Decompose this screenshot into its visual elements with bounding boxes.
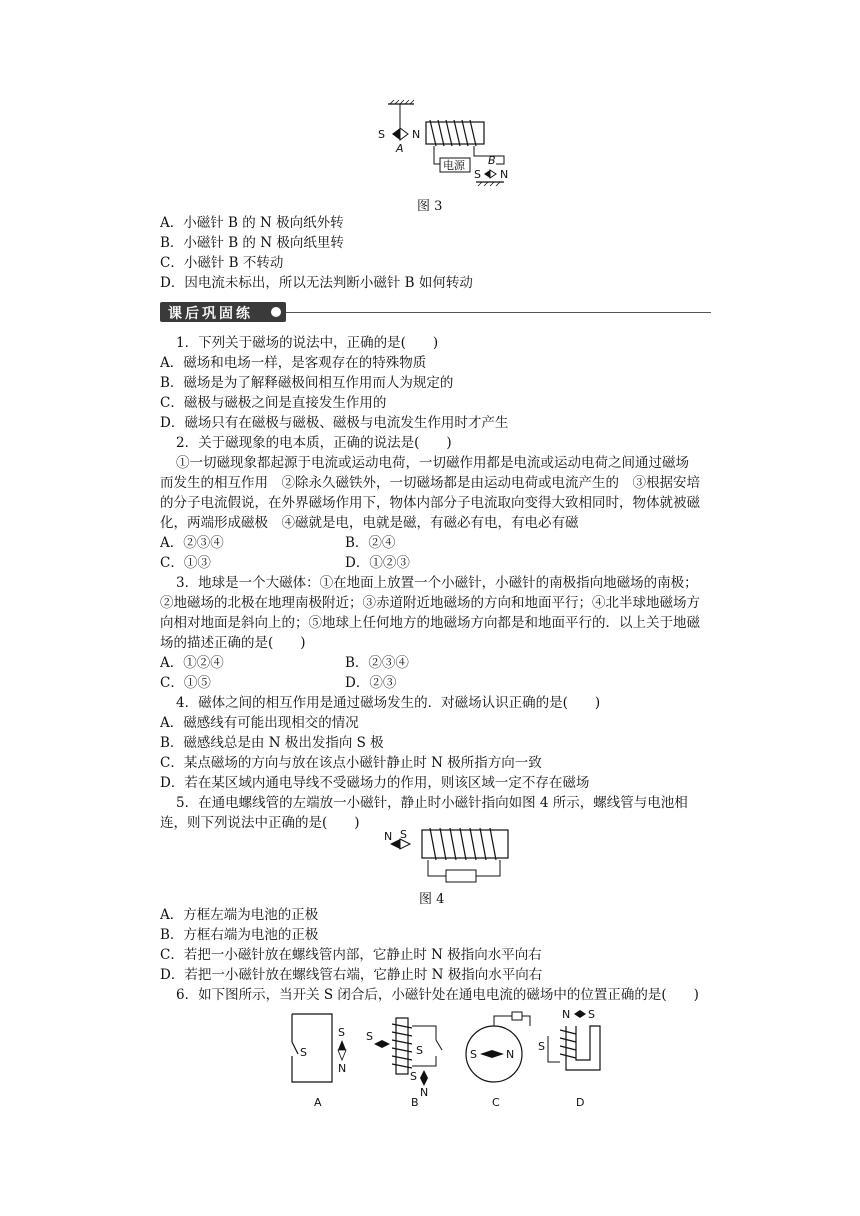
fig4-s-label: S <box>400 828 407 841</box>
q6-panel-a <box>292 1014 346 1109</box>
q3-line-2: ②地磁场的北极在地理南极附近；③赤道附近地磁场的方向和地面平行；④北半球地磁场方 <box>160 595 700 611</box>
section-header <box>160 302 286 322</box>
figure-3-diagram <box>370 100 520 190</box>
q2-option-b: B．②④ <box>345 535 396 551</box>
q6-figure-panels <box>280 1006 620 1116</box>
figure-4-diagram <box>380 826 540 886</box>
q6-label-c: C <box>492 1096 500 1109</box>
q6b-needle2-n: N <box>420 1086 429 1099</box>
section-divider <box>286 312 711 313</box>
prev-option-a: A．小磁针 B 的 N 极向纸外转 <box>160 215 344 231</box>
prev-option-d: D．因电流未标出，所以无法判断小磁针 B 如何转动 <box>160 275 473 291</box>
q6d-needle-s: S <box>588 1008 595 1021</box>
q6-label-d: D <box>576 1096 585 1109</box>
prev-option-c: C．小磁针 B 不转动 <box>160 255 284 271</box>
q2-option-a: A．②③④ <box>160 535 224 551</box>
q6b-switch-label: S <box>416 1044 423 1057</box>
q1-option-a: A．磁场和电场一样，是客观存在的特殊物质 <box>160 355 427 371</box>
q2-option-c: C．①③ <box>160 555 211 571</box>
figure-4-caption: 图 4 <box>419 892 445 907</box>
q5-option-a: A．方框左端为电池的正极 <box>160 907 319 923</box>
fig3-power-label: 电源 <box>443 159 465 172</box>
q1-stem: 1．下列关于磁场的说法中，正确的是( ) <box>176 335 439 351</box>
q6d-switch-label: S <box>538 1040 545 1053</box>
q3-line-1: 3．地球是一个大磁体：①在地面上放置一个小磁针，小磁针的南极指向地磁场的南极； <box>176 575 698 591</box>
fig3-needle-b-n-label: N <box>500 168 509 181</box>
q4-stem: 4．磁体之间的相互作用是通过磁场发生的．对磁场认识正确的是( ) <box>176 695 601 711</box>
q5-line-2: 连，则下列说法中正确的是( ) <box>160 815 360 831</box>
q6b-needle2-s: S <box>410 1070 417 1083</box>
section-bullet-icon <box>270 306 282 318</box>
q4-option-a: A．磁感线有可能出现相交的情况 <box>160 715 359 731</box>
q1-option-c: C．磁极与磁极之间是直接发生作用的 <box>160 395 387 411</box>
q2-line-4: 化，两端形成磁极 ④磁就是电，电就是磁，有磁必有电，有电必有磁 <box>160 515 579 531</box>
q4-option-d: D．若在某区域内通电导线不受磁场力的作用，则该区域一定不存在磁场 <box>160 775 590 791</box>
q2-option-d: D．①②③ <box>345 555 410 571</box>
q4-option-c: C．某点磁场的方向与放在该点小磁针静止时 N 极所指方向一致 <box>160 755 542 771</box>
q6-panel-c <box>466 1012 530 1109</box>
q6a-switch-label: S <box>300 1046 307 1059</box>
q4-option-b: B．磁感线总是由 N 极出发指向 S 极 <box>160 735 384 751</box>
q2-line-3: 的分子电流假说，在外界磁场作用下，物体内部分子电流取向变得大致相同时，物体就被磁 <box>160 495 700 511</box>
q6a-needle-s: S <box>338 1026 345 1039</box>
q6a-needle-n: N <box>338 1062 347 1075</box>
q2-line-2: 而发生的相互作用 ②除永久磁铁外，一切磁场都是由运动电荷或电流产生的 ③根据安培 <box>160 475 700 491</box>
fig3-needle-a-n-label: N <box>412 128 421 141</box>
q6-panel-b <box>366 1018 442 1109</box>
q3-option-b: B．②③④ <box>345 655 409 671</box>
q5-line-1: 5．在通电螺线管的左端放一小磁针，静止时小磁针指向如图 4 所示，螺线管与电池相 <box>176 795 688 811</box>
prev-option-b: B．小磁针 B 的 N 极向纸里转 <box>160 235 344 251</box>
q3-line-4: 场的描述正确的是( ) <box>160 635 306 651</box>
q6c-needle-n: N <box>506 1048 515 1061</box>
q6-stem: 6．如下图所示，当开关 S 闭合后，小磁针处在通电电流的磁场中的位置正确的是( ) <box>176 987 699 1003</box>
q1-option-d: D．磁场只有在磁极与磁极、磁极与电流发生作用时才产生 <box>160 415 509 431</box>
q2-line-1: ①一切磁现象都起源于电流或运动电荷，一切磁作用都是电流或运动电荷之间通过磁场 <box>176 455 689 471</box>
q6c-needle-s: S <box>470 1048 477 1061</box>
figure-3-caption: 图 3 <box>417 199 443 214</box>
q3-option-d: D．②③ <box>345 675 397 691</box>
q2-stem: 2．关于磁现象的电本质，正确的说法是( ) <box>176 435 452 451</box>
fig3-label-a: A <box>396 142 404 155</box>
fig4-n-label: N <box>384 830 393 843</box>
q6-panel-d <box>538 1008 600 1109</box>
q5-option-c: C．若把一小磁针放在螺线管内部，它静止时 N 极指向水平向右 <box>160 947 542 963</box>
q6-label-a: A <box>314 1096 322 1109</box>
q6-label-b: B <box>411 1096 419 1109</box>
fig3-needle-b-s-label: S <box>474 168 481 181</box>
q3-option-c: C．①⑤ <box>160 675 211 691</box>
q5-option-b: B．方框右端为电池的正极 <box>160 927 319 943</box>
q6d-needle-n: N <box>562 1008 571 1021</box>
q3-line-3: 向相对地面是斜向上的；⑤地球上任何地方的地磁场方向都是和地面平行的．以上关于地磁 <box>160 615 700 631</box>
q5-option-d: D．若把一小磁针放在螺线管右端，它静止时 N 极指向水平向右 <box>160 967 543 983</box>
q1-option-b: B．磁场是为了解释磁极间相互作用而人为规定的 <box>160 375 454 391</box>
fig3-needle-a-s-label: S <box>378 128 385 141</box>
fig3-label-b: B <box>488 154 496 167</box>
q3-option-a: A．①②④ <box>160 655 224 671</box>
q6b-needle1-s: S <box>366 1030 373 1043</box>
section-title: 课后巩固练 <box>168 306 253 322</box>
